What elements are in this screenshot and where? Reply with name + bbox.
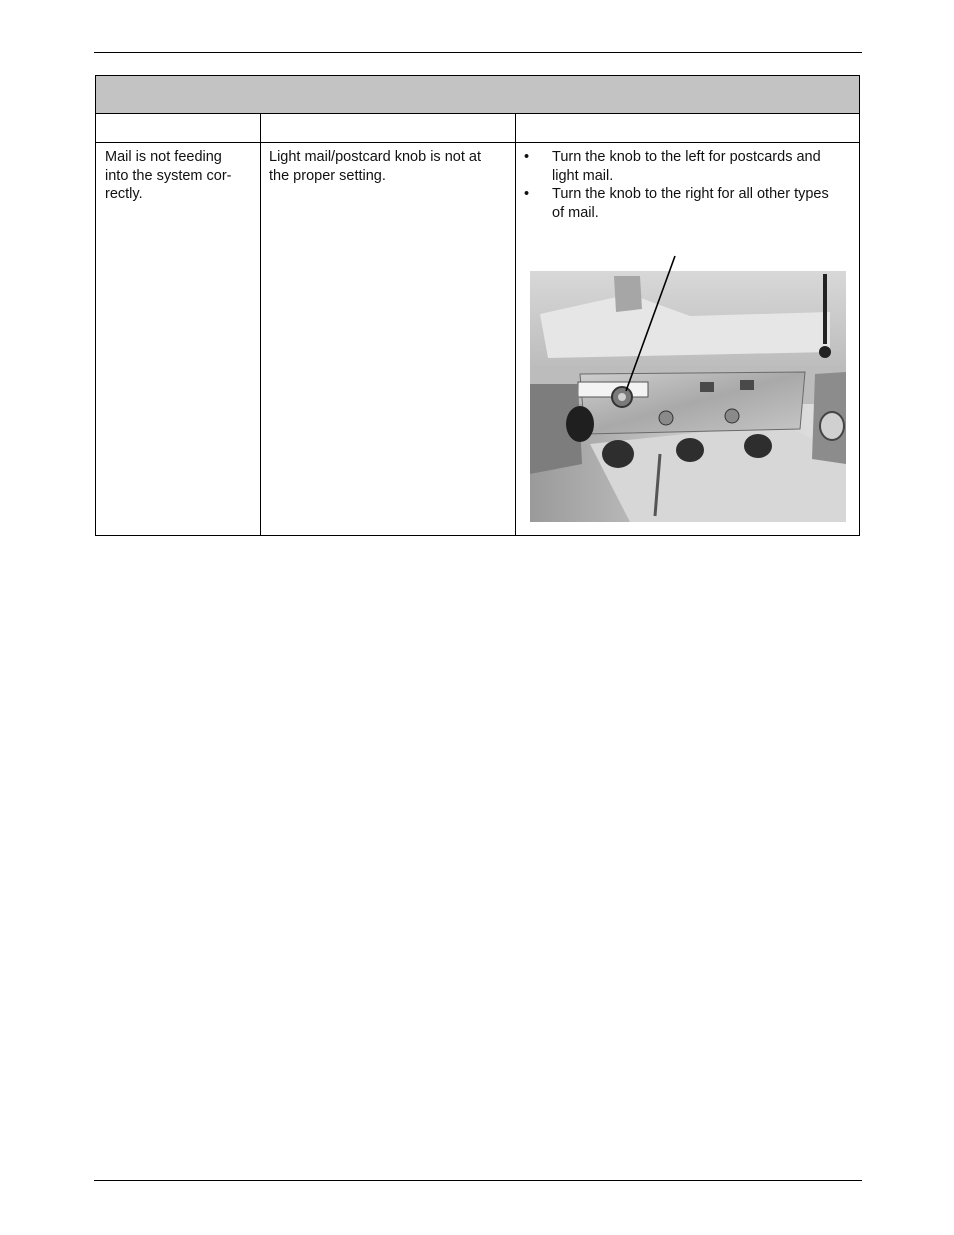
feeder-photo-drawing [530,254,846,522]
solution-line: Turn the knob to the left for postcards and [552,149,821,165]
solution-line: light mail. [552,167,614,184]
solution-cell [524,148,854,222]
cause-cell [269,148,509,185]
column-divider-1 [260,113,261,535]
screw-2 [725,409,739,423]
table-title-banner [96,76,859,114]
right-gear [820,412,844,440]
column-divider-2 [515,113,516,535]
slot-2 [740,380,754,390]
column-header-row [96,113,859,143]
knob-center [618,393,626,401]
feed-roller-2 [676,438,704,462]
list-item [524,148,854,185]
problem-line: into the system cor- [105,167,232,184]
cause-line: Light mail/postcard knob is not at [269,149,481,165]
solution-line: of mail. [552,204,599,221]
lever-knob [819,346,831,358]
feed-roller-3 [744,434,772,458]
bullet-icon: • [524,149,530,165]
problem-line: rectly. [105,186,143,202]
problem-cell [105,148,253,204]
header-rule [94,52,862,53]
bracket-shape [614,276,642,312]
screw-1 [659,411,673,425]
feed-roller-1 [602,440,634,468]
feeder-mechanism-photo [530,254,846,522]
list-item [524,185,854,222]
solution-line: Turn the knob to the right for all other types [552,186,829,202]
footer-rule [94,1180,862,1181]
cause-line: the proper setting. [269,167,386,184]
troubleshooting-table [95,75,860,536]
bullet-icon: • [524,186,530,202]
solution-list [524,148,854,222]
left-gear [566,406,594,442]
problem-line: Mail is not feeding [105,149,222,165]
slot-1 [700,382,714,392]
